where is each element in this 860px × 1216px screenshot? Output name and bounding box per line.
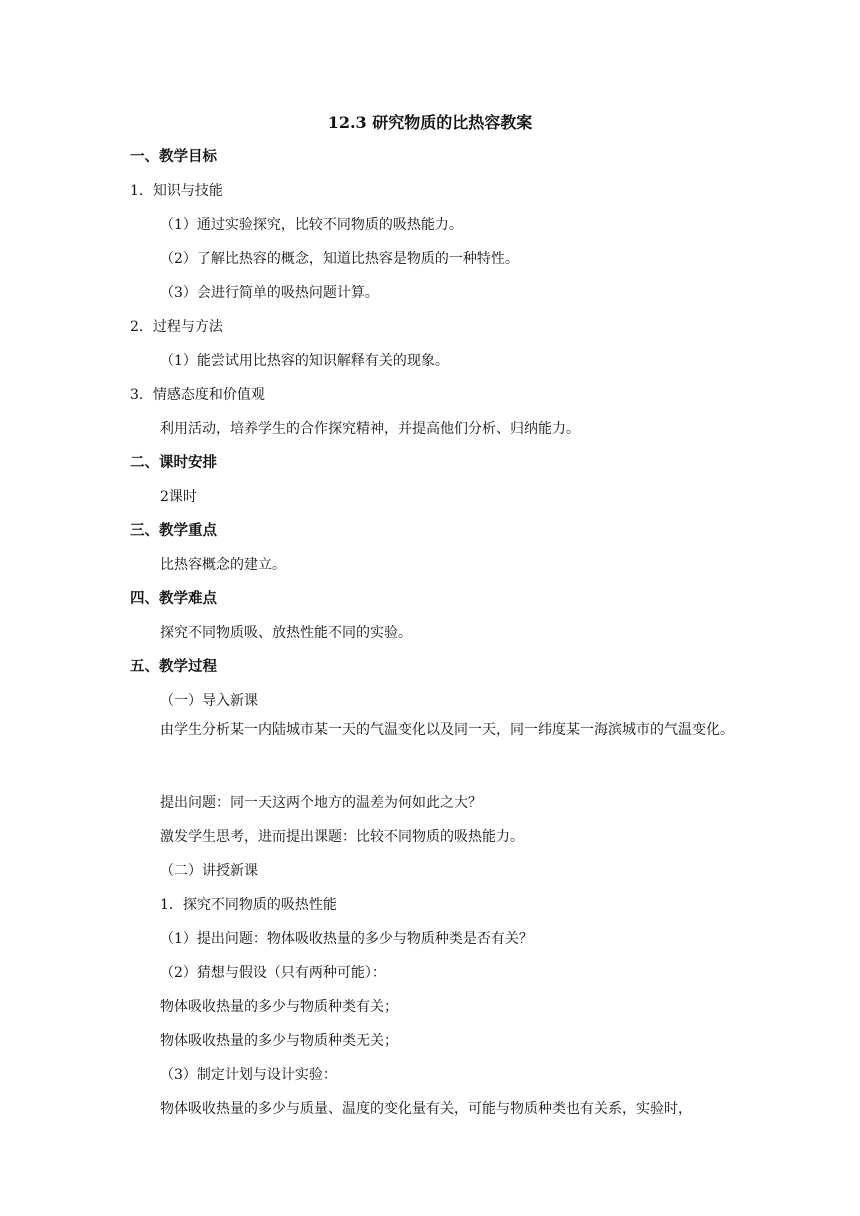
paragraph: 物体吸收热量的多少与质量、温度的变化量有关，可能与物质种类也有关系，实验时， [160,1101,692,1117]
subsection-heading: （一）导入新课 [160,693,258,709]
paragraph: 探究不同物质吸、放热性能不同的实验。 [160,625,412,641]
subsection-heading: 3．情感态度和价值观 [130,387,265,403]
section-heading: 二、课时安排 [130,454,217,471]
section-heading: 五、教学过程 [130,658,217,675]
paragraph: （1）通过实验探究，比较不同物质的吸热能力。 [160,217,463,233]
paragraph: （3）制定计划与设计实验： [160,1067,337,1083]
paragraph: 2课时 [160,489,197,505]
paragraph: 物体吸收热量的多少与物质种类无关； [160,1033,398,1049]
paragraph: 提出问题：同一天这两个地方的温差为何如此之大？ [160,795,482,811]
paragraph: 比热容概念的建立。 [160,557,286,573]
paragraph: （2）了解比热容的概念，知道比热容是物质的一种特性。 [160,251,519,267]
paragraph: 物体吸收热量的多少与物质种类有关； [160,999,398,1015]
paragraph: （1）能尝试用比热容的知识解释有关的现象。 [160,353,449,369]
paragraph: 利用活动，培养学生的合作探究精神，并提高他们分析、归纳能力。 [160,421,580,437]
subsection-heading: （二）讲授新课 [160,863,258,879]
subsection-heading: 2．过程与方法 [130,319,223,335]
section-heading: 四、教学难点 [130,590,217,607]
paragraph: （1）提出问题：物体吸收热量的多少与物质种类是否有关？ [160,931,533,947]
paragraph: 由学生分析某一内陆城市某一天的气温变化以及同一天，同一纬度某一海滨城市的气温变化。 [160,722,734,738]
paragraph: 1．探究不同物质的吸热性能 [160,897,337,913]
paragraph: （3）会进行简单的吸热问题计算。 [160,285,379,301]
section-heading: 一、教学目标 [130,148,217,165]
paragraph: （2）猜想与假设（只有两种可能）： [160,965,386,981]
subsection-heading: 1．知识与技能 [130,183,223,199]
paragraph: 激发学生思考，进而提出课题：比较不同物质的吸热能力。 [160,829,524,845]
page-title: 12.3 研究物质的比热容教案 [327,113,533,132]
section-heading: 三、教学重点 [130,522,217,539]
